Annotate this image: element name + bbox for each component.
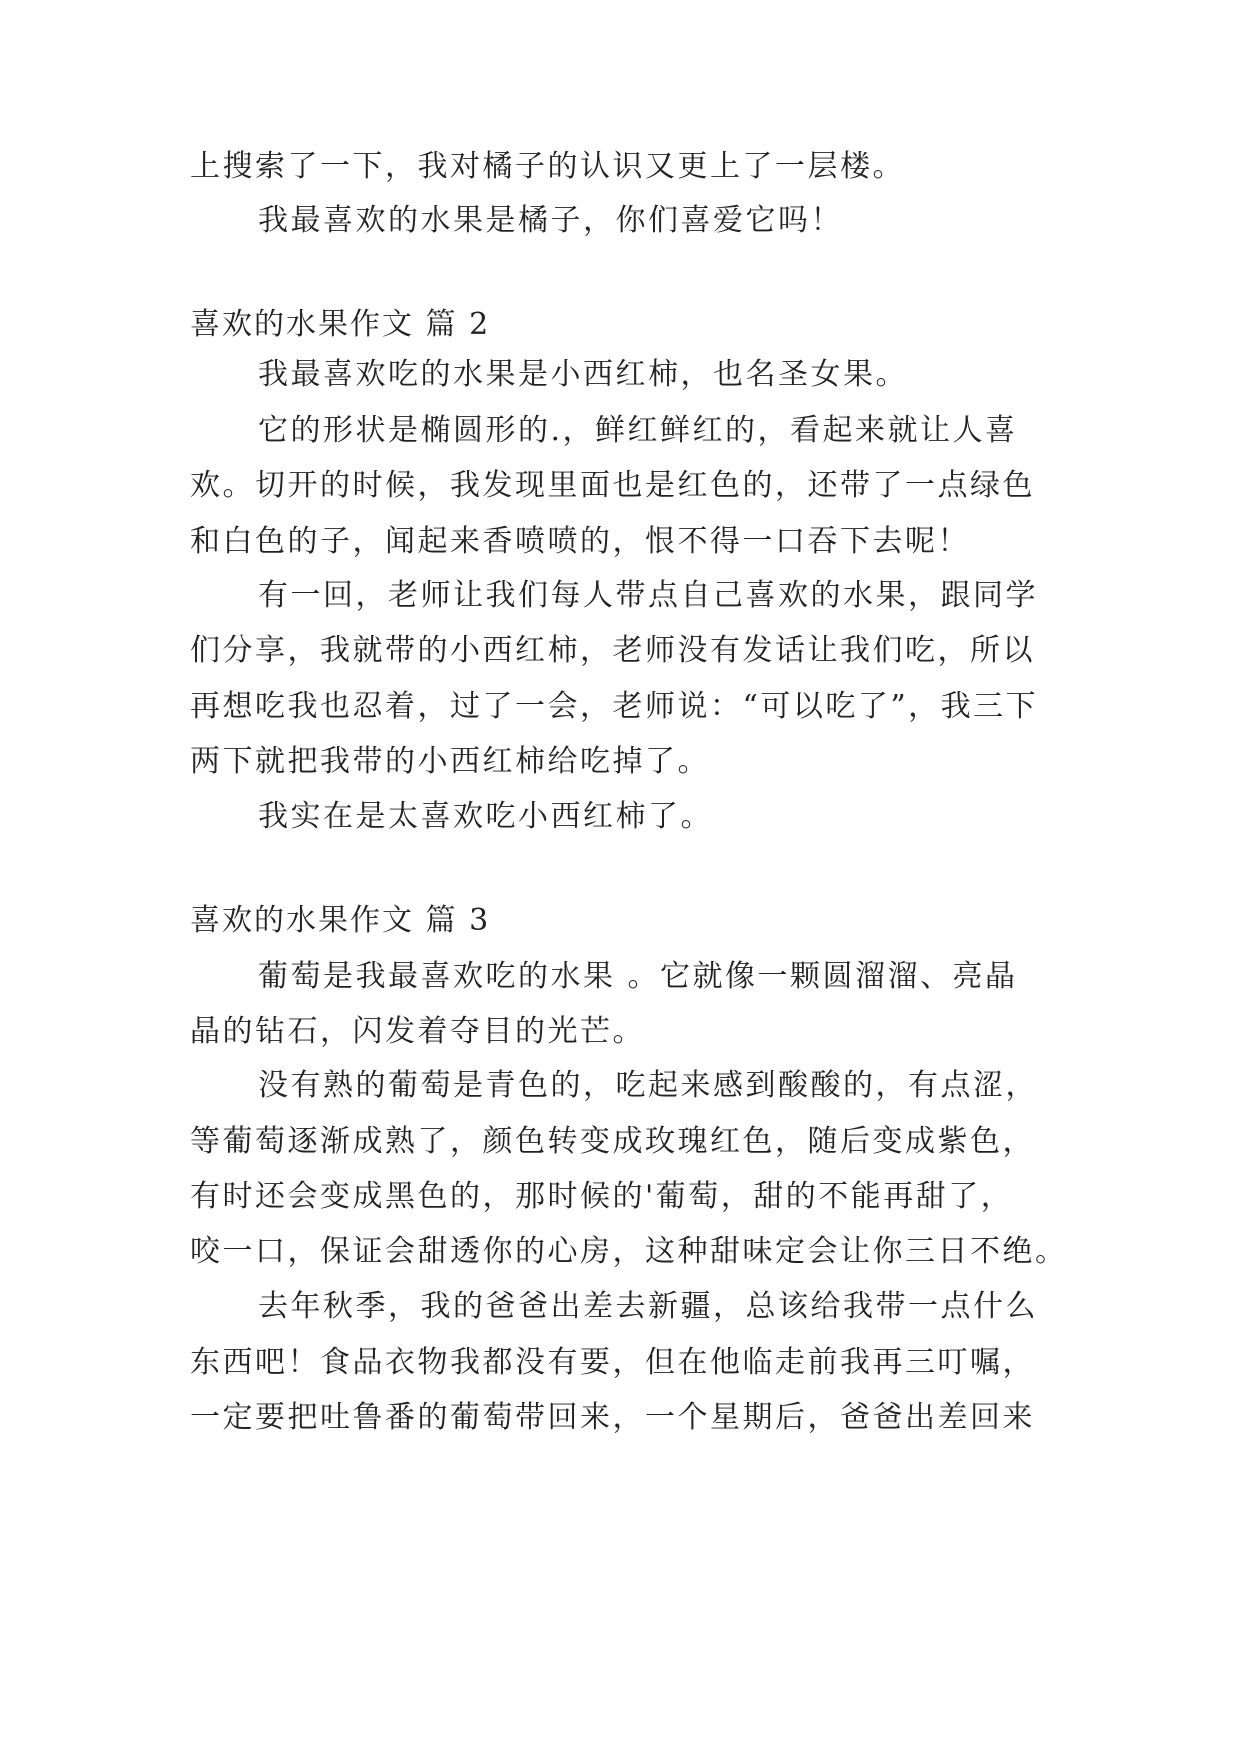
paragraph-line: 们分享，我就带的小西红柿，老师没有发话让我们吃，所以 xyxy=(190,633,1035,668)
paragraph-line: 有一回，老师让我们每人带点自己喜欢的水果，跟同学 xyxy=(258,578,1038,613)
paragraph-line: 等葡萄逐渐成熟了，颜色转变成玫瑰红色，随后变成紫色， xyxy=(190,1124,1035,1159)
paragraph-line: 我最喜欢吃的水果是小西红柿，也名圣女果。 xyxy=(258,357,908,392)
paragraph-line: 咬一口，保证会甜透你的心房，这种甜味定会让你三日不绝。 xyxy=(190,1234,1068,1269)
paragraph-line: 没有熟的葡萄是青色的，吃起来感到酸酸的，有点涩， xyxy=(258,1068,1038,1103)
paragraph-line: 上搜索了一下，我对橘子的认识又更上了一层楼。 xyxy=(190,149,905,184)
paragraph-line: 和白色的子，闻起来香喷喷的，恨不得一口吞下去呢！ xyxy=(190,524,970,559)
section-heading: 喜欢的水果作文 篇 2 xyxy=(190,307,491,342)
paragraph-line: 去年秋季，我的爸爸出差去新疆，总该给我带一点什么 xyxy=(258,1289,1038,1324)
paragraph-line: 它的形状是椭圆形的.，鲜红鲜红的，看起来就让人喜 xyxy=(258,413,1018,448)
paragraph-line: 我实在是太喜欢吃小西红柿了。 xyxy=(258,799,713,834)
paragraph-line: 晶的钻石，闪发着夺目的光芒。 xyxy=(190,1014,645,1049)
paragraph-line: 有时还会变成黑色的，那时候的'葡萄，甜的不能再甜了， xyxy=(190,1179,1014,1214)
paragraph-line: 葡萄是我最喜欢吃的水果 。它就像一颗圆溜溜、亮晶 xyxy=(258,959,1018,994)
section-heading: 喜欢的水果作文 篇 3 xyxy=(190,903,491,938)
paragraph-line: 我最喜欢的水果是橘子，你们喜爱它吗！ xyxy=(258,203,843,238)
paragraph-line: 再想吃我也忍着，过了一会，老师说：“可以吃了”，我三下 xyxy=(190,689,1039,724)
paragraph-line: 一定要把吐鲁番的葡萄带回来，一个星期后，爸爸出差回来 xyxy=(190,1400,1035,1435)
paragraph-line: 两下就把我带的小西红柿给吃掉了。 xyxy=(190,744,710,779)
paragraph-line: 欢。切开的时候，我发现里面也是红色的，还带了一点绿色 xyxy=(190,468,1035,503)
paragraph-line: 东西吧！食品衣物我都没有要，但在他临走前我再三叮嘱， xyxy=(190,1345,1035,1380)
